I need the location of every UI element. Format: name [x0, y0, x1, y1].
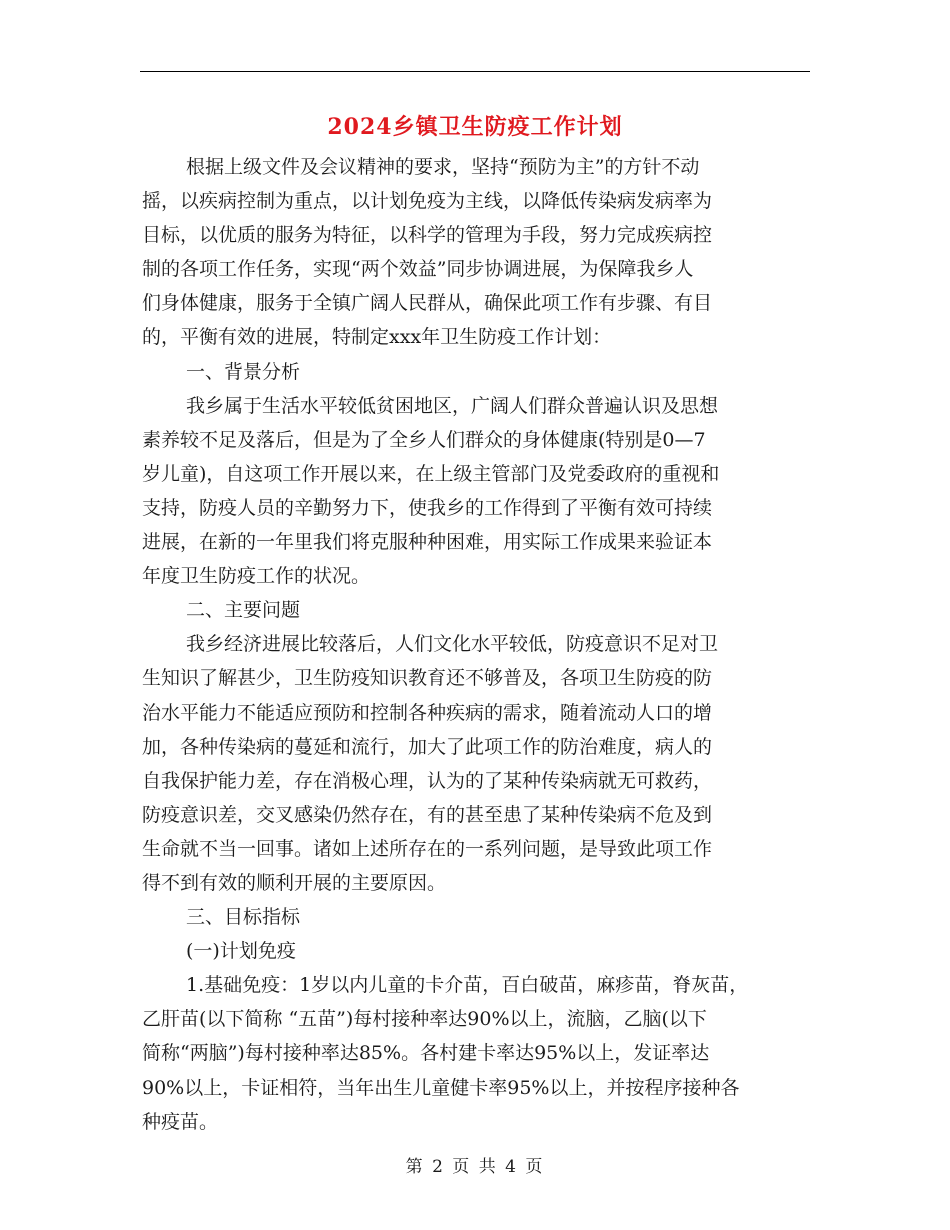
- text-line: 进展，在新的一年里我们将克服种种困难，用实际工作成果来验证本: [142, 531, 713, 554]
- text-line: 种疫苗。: [142, 1110, 219, 1133]
- page-footer: 第 2 页 共 4 页: [405, 1157, 545, 1177]
- text-line: 岁儿童)，自这项工作开展以来，在上级主管部门及党委政府的重视和: [142, 462, 720, 485]
- top-rule: [140, 71, 810, 72]
- text-line: 根据上级文件及会议精神的要求，坚持“预防为主”的方针不动: [186, 156, 700, 178]
- text-line: 自我保护能力差，存在消极心理，认为的了某种传染病就无可救药，: [142, 769, 713, 792]
- document-body: [142, 150, 812, 1139]
- text-line: 我乡属于生活水平较低贫困地区，广阔人们群众普遍认识及思想: [186, 394, 719, 417]
- text-line: 的，平衡有效的进展，特制定xxx年卫生防疫工作计划：: [142, 326, 612, 349]
- text-line: 摇，以疾病控制为重点，以计划免疫为主线，以降低传染病发病率为: [142, 190, 713, 213]
- text-line: 年度卫生防疫工作的状况。: [142, 565, 371, 588]
- section-heading: 三、目标指标: [186, 906, 301, 929]
- text-line: 治水平能力不能适应预防和控制各种疾病的需求，随着流动人口的增: [142, 701, 713, 724]
- text-line: 简称“两脑”)每村接种率达85%。各村建卡率达95%以上，发证率达: [142, 1042, 710, 1065]
- text-line: 加，各种传染病的蔓延和流行，加大了此项工作的防治难度，病人的: [142, 735, 713, 758]
- text-line: 素养较不足及落后，但是为了全乡人们群众的身体健康(特别是0—7: [142, 428, 706, 451]
- text-line: 我乡经济进展比较落后，人们文化水平较低，防疫意识不足对卫: [186, 633, 719, 656]
- text-line: 90%以上，卡证相符，当年出生儿童健卡率95%以上，并按程序接种各: [142, 1076, 740, 1099]
- text-line: 得不到有效的顺利开展的主要原因。: [142, 871, 447, 894]
- text-line: 乙肝苗(以下简称 “五苗”)每村接种率达90%以上，流脑，乙脑(以下: [142, 1008, 707, 1031]
- text-line: 制的各项工作任务，实现“两个效益”同步协调进展，为保障我乡人: [142, 258, 694, 281]
- subsection-heading: (一)计划免疫: [186, 940, 296, 963]
- text-line: 目标，以优质的服务为特征，以科学的管理为手段，努力完成疾病控: [142, 224, 713, 247]
- section-heading: 二、主要问题: [186, 599, 301, 622]
- text-line: 防疫意识差，交叉感染仍然存在，有的甚至患了某种传染病不危及到: [142, 803, 713, 826]
- text-line: 们身体健康，服务于全镇广阔人民群从，确保此项工作有步骤、有目: [142, 292, 713, 315]
- text-line: 生知识了解甚少，卫生防疫知识教育还不够普及，各项卫生防疫的防: [142, 667, 713, 690]
- document-title: 2024乡镇卫生防疫工作计划: [327, 114, 623, 140]
- text-line: 支持，防疫人员的辛勤努力下，使我乡的工作得到了平衡有效可持续: [142, 496, 713, 519]
- section-heading: 一、背景分析: [186, 360, 301, 383]
- text-line: 1.基础免疫：1岁以内儿童的卡介苗，百白破苗，麻疹苗，脊灰苗，: [186, 974, 749, 997]
- text-line: 生命就不当一回事。诸如上述所存在的一系列问题，是导致此项工作: [142, 837, 713, 860]
